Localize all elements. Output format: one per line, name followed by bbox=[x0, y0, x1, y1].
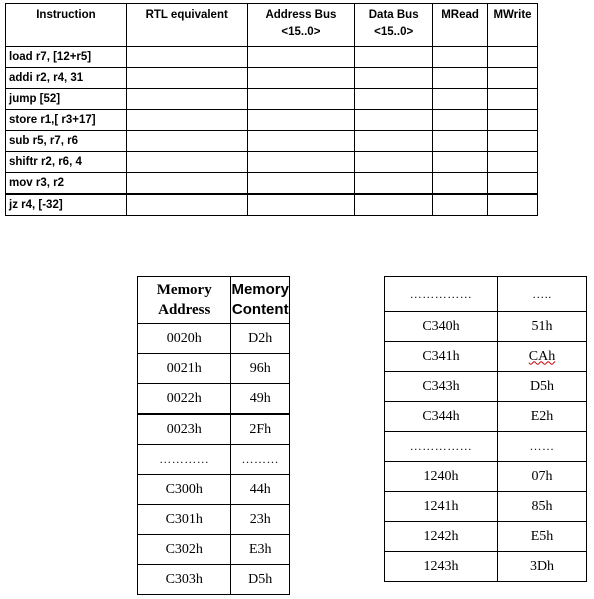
mwrite-cell bbox=[488, 194, 538, 216]
instruction-cell: jz r4, [-32] bbox=[6, 194, 127, 216]
header-data-bus-range: <15..0> bbox=[374, 26, 414, 38]
memory-row bbox=[385, 312, 587, 342]
rtl-cell bbox=[126, 47, 247, 68]
mwrite-cell bbox=[488, 47, 538, 68]
memory-address-cell: 0022h bbox=[138, 384, 231, 415]
memory-content-cell: 85h bbox=[498, 492, 587, 522]
data-bus-cell bbox=[355, 68, 433, 89]
instruction-cell: mov r3, r2 bbox=[6, 173, 127, 195]
memory-content-cell: 07h bbox=[498, 462, 587, 492]
mread-cell bbox=[433, 131, 488, 152]
memory-row-ellipsis bbox=[385, 432, 587, 462]
address-bus-cell bbox=[247, 173, 355, 195]
header-memory-address bbox=[138, 277, 231, 324]
memory-content-cell: 3Dh bbox=[498, 552, 587, 582]
memory-content-cell: 2Fh bbox=[231, 414, 290, 445]
memory-row bbox=[138, 384, 290, 415]
memory-address-cell: C344h bbox=[385, 402, 498, 432]
header-memory-content-line2: Content bbox=[231, 301, 289, 318]
memory-content-cell: ….. bbox=[498, 277, 587, 312]
instruction-table-header bbox=[6, 4, 538, 47]
data-bus-cell bbox=[355, 131, 433, 152]
mread-cell bbox=[433, 110, 488, 131]
instruction-cell: jump [52] bbox=[6, 89, 127, 110]
instruction-row bbox=[6, 152, 538, 173]
rtl-cell bbox=[126, 194, 247, 216]
memory-address-cell: 0023h bbox=[138, 414, 231, 445]
instruction-cell: shiftr r2, r6, 4 bbox=[6, 152, 127, 173]
memory-row bbox=[385, 492, 587, 522]
memory-address-cell: 1240h bbox=[385, 462, 498, 492]
memory-content-cell bbox=[498, 342, 587, 372]
header-rtl-equivalent: RTL equivalent bbox=[126, 4, 247, 47]
memory-table-right bbox=[384, 276, 587, 582]
memory-row bbox=[138, 324, 290, 354]
memory-content-cell: D2h bbox=[231, 324, 290, 354]
memory-address-cell: 1241h bbox=[385, 492, 498, 522]
memory-address-cell: …………… bbox=[385, 432, 498, 462]
instruction-cell: load r7, [12+r5] bbox=[6, 47, 127, 68]
memory-content-cell: 49h bbox=[231, 384, 290, 415]
rtl-cell bbox=[126, 131, 247, 152]
memory-row bbox=[138, 475, 290, 505]
data-bus-cell bbox=[355, 194, 433, 216]
instruction-row bbox=[6, 194, 538, 216]
memory-content-cell: 44h bbox=[231, 475, 290, 505]
rtl-cell bbox=[126, 89, 247, 110]
memory-content-cell: 23h bbox=[231, 505, 290, 535]
memory-row bbox=[385, 342, 587, 372]
data-bus-cell bbox=[355, 173, 433, 195]
mread-cell bbox=[433, 68, 488, 89]
memory-address-cell: ………… bbox=[138, 445, 231, 475]
instruction-cell: sub r5, r7, r6 bbox=[6, 131, 127, 152]
memory-content-cell: E5h bbox=[498, 522, 587, 552]
header-address-bus bbox=[247, 4, 355, 47]
memory-content-cell: 51h bbox=[498, 312, 587, 342]
memory-row bbox=[385, 552, 587, 582]
data-bus-cell bbox=[355, 89, 433, 110]
memory-table-left bbox=[137, 276, 290, 595]
memory-row-ellipsis bbox=[138, 445, 290, 475]
address-bus-cell bbox=[247, 89, 355, 110]
memory-table-header bbox=[138, 277, 290, 324]
instruction-table bbox=[5, 3, 538, 216]
mread-cell bbox=[433, 89, 488, 110]
memory-row bbox=[385, 402, 587, 432]
header-mread: MRead bbox=[433, 4, 488, 47]
header-data-bus bbox=[355, 4, 433, 47]
memory-row bbox=[385, 372, 587, 402]
memory-content-cell: 96h bbox=[231, 354, 290, 384]
data-bus-cell bbox=[355, 152, 433, 173]
memory-content-cell: E3h bbox=[231, 535, 290, 565]
memory-row-ellipsis bbox=[385, 277, 587, 312]
instruction-row bbox=[6, 131, 538, 152]
memory-row bbox=[138, 505, 290, 535]
memory-content-cell: ……… bbox=[231, 445, 290, 475]
memory-address-cell: C300h bbox=[138, 475, 231, 505]
memory-content-cell: D5h bbox=[231, 565, 290, 595]
header-memory-content bbox=[231, 277, 290, 324]
mwrite-cell bbox=[488, 152, 538, 173]
instruction-row bbox=[6, 173, 538, 195]
instruction-cell: addi r2, r4, 31 bbox=[6, 68, 127, 89]
memory-row bbox=[138, 535, 290, 565]
mwrite-cell bbox=[488, 110, 538, 131]
mread-cell bbox=[433, 173, 488, 195]
header-data-bus-label: Data Bus bbox=[368, 9, 419, 21]
mwrite-cell bbox=[488, 173, 538, 195]
memory-address-cell: C303h bbox=[138, 565, 231, 595]
memory-address-cell: C302h bbox=[138, 535, 231, 565]
memory-address-cell: C343h bbox=[385, 372, 498, 402]
address-bus-cell bbox=[247, 110, 355, 131]
memory-row bbox=[385, 462, 587, 492]
mread-cell bbox=[433, 194, 488, 216]
instruction-row bbox=[6, 110, 538, 131]
mwrite-cell bbox=[488, 89, 538, 110]
memory-address-cell: C340h bbox=[385, 312, 498, 342]
address-bus-cell bbox=[247, 47, 355, 68]
memory-content-text: CAh bbox=[528, 348, 556, 364]
header-memory-content-line1: Memory bbox=[231, 281, 289, 298]
header-address-bus-range: <15..0> bbox=[281, 26, 321, 38]
data-bus-cell bbox=[355, 110, 433, 131]
memory-address-cell: 0020h bbox=[138, 324, 231, 354]
memory-content-cell: D5h bbox=[498, 372, 587, 402]
mwrite-cell bbox=[488, 68, 538, 89]
header-address-bus-label: Address Bus bbox=[265, 9, 337, 21]
rtl-cell bbox=[126, 68, 247, 89]
rtl-cell bbox=[126, 152, 247, 173]
header-instruction: Instruction bbox=[6, 4, 127, 47]
memory-row bbox=[138, 414, 290, 445]
memory-content-cell: E2h bbox=[498, 402, 587, 432]
memory-address-cell: 0021h bbox=[138, 354, 231, 384]
memory-address-cell: 1242h bbox=[385, 522, 498, 552]
memory-address-cell: C301h bbox=[138, 505, 231, 535]
memory-content-cell: …… bbox=[498, 432, 587, 462]
instruction-cell: store r1,[ r3+17] bbox=[6, 110, 127, 131]
header-mwrite: MWrite bbox=[488, 4, 538, 47]
rtl-cell bbox=[126, 110, 247, 131]
instruction-row bbox=[6, 47, 538, 68]
mread-cell bbox=[433, 47, 488, 68]
memory-address-cell: 1243h bbox=[385, 552, 498, 582]
memory-row bbox=[138, 565, 290, 595]
header-memory-address-line2: Address bbox=[158, 302, 211, 318]
instruction-row bbox=[6, 89, 538, 110]
mwrite-cell bbox=[488, 131, 538, 152]
address-bus-cell bbox=[247, 68, 355, 89]
address-bus-cell bbox=[247, 194, 355, 216]
memory-address-cell: C341h bbox=[385, 342, 498, 372]
mread-cell bbox=[433, 152, 488, 173]
header-memory-address-line1: Memory bbox=[156, 282, 212, 298]
memory-row bbox=[385, 522, 587, 552]
memory-row bbox=[138, 354, 290, 384]
instruction-row bbox=[6, 68, 538, 89]
rtl-cell bbox=[126, 173, 247, 195]
data-bus-cell bbox=[355, 47, 433, 68]
address-bus-cell bbox=[247, 152, 355, 173]
memory-address-cell: …………… bbox=[385, 277, 498, 312]
address-bus-cell bbox=[247, 131, 355, 152]
